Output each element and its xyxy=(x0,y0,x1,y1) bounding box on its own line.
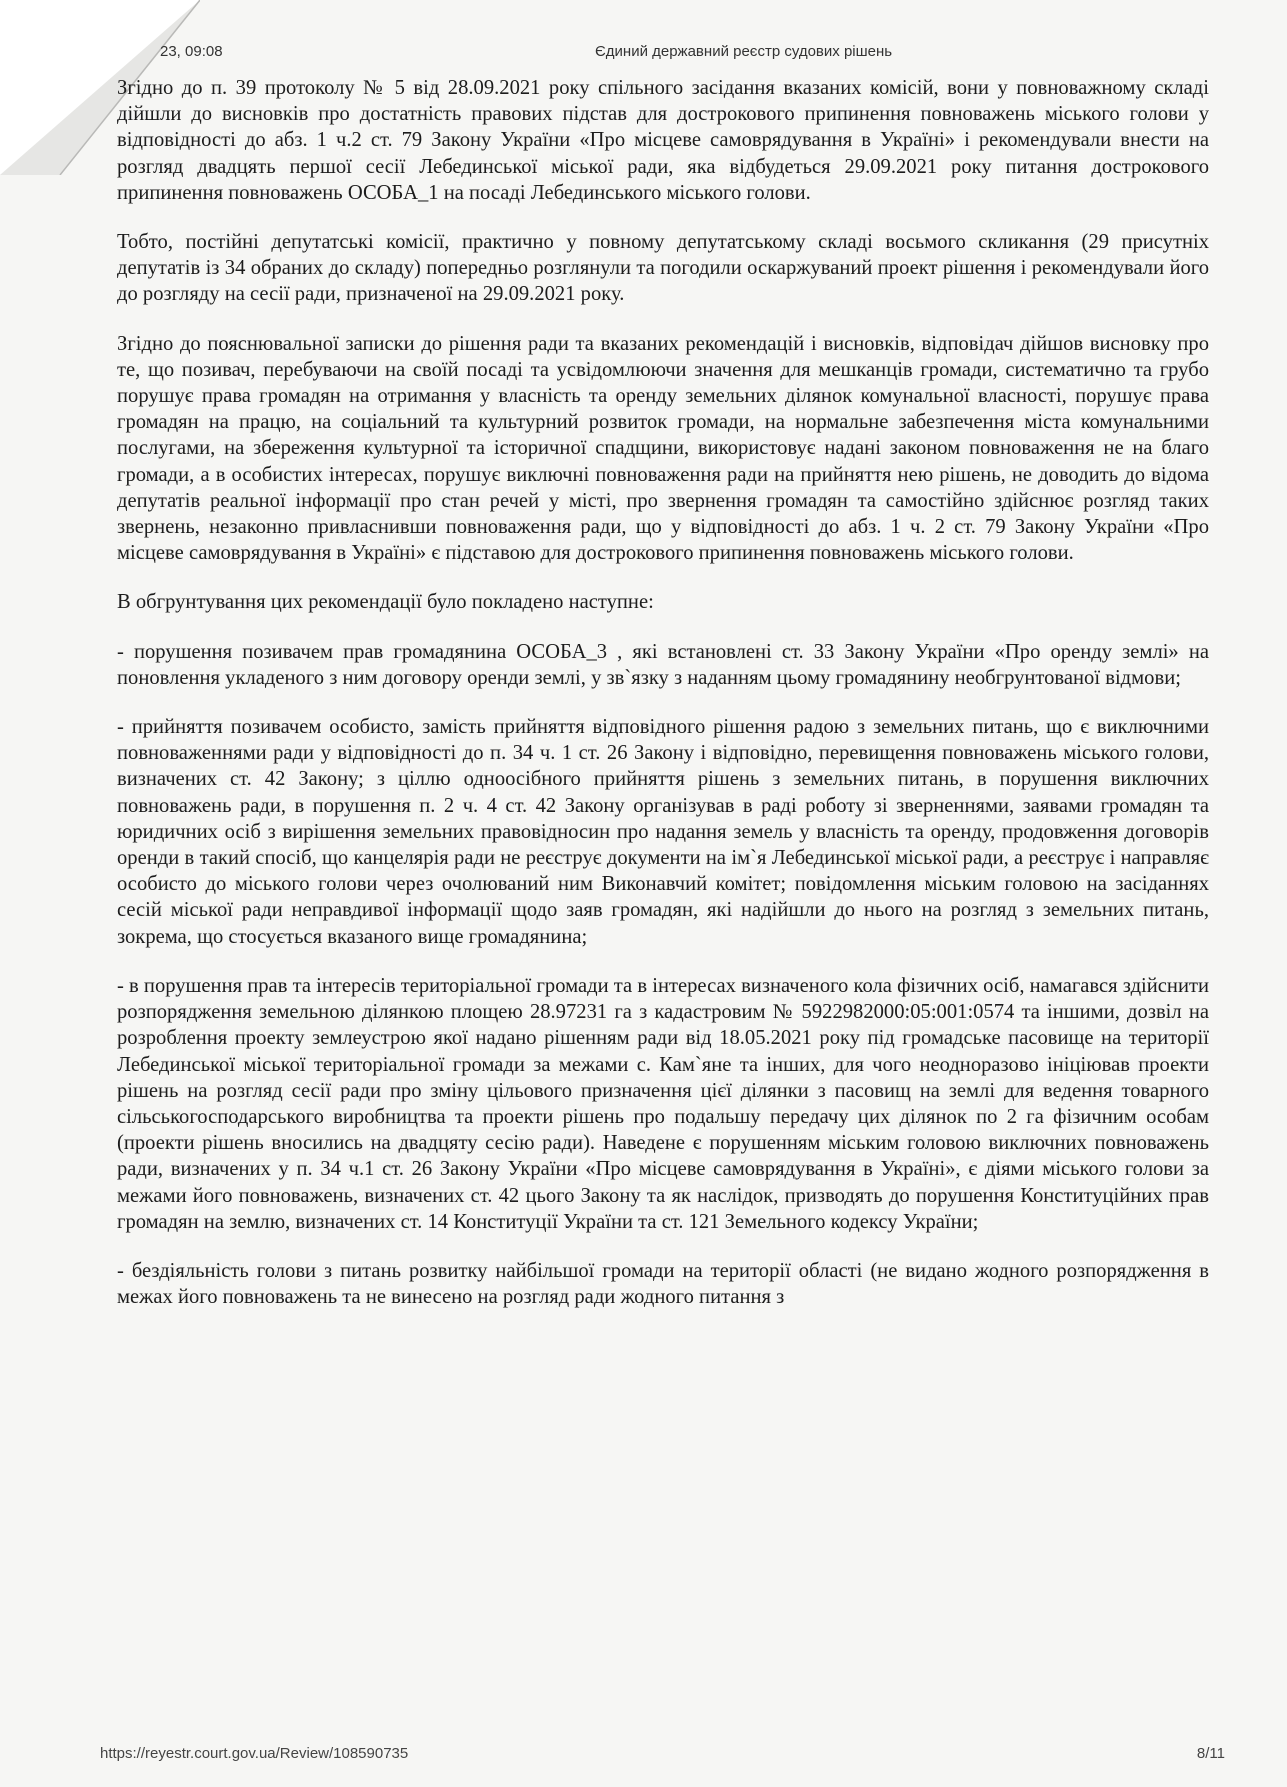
paragraph: - в порушення прав та інтересів територіальної громади та в інтересах визначеного кола фізичних осіб, намагався здійснити розпорядження земельною ділянкою площею 28.97231 га з кадастровим № 5922982000:05:001:0574 та іншими, дозвіл на розроблення проекту землеустрою якої надано рішенням ради від 18.05.2021 року під громадське пасовище на території Лебединської міської територіальної громади за межами с. Кам`яне та інших, для чого неодноразово ініціював проекти рішень на розгляд сесії ради про зміну цільового призначення цієї ділянки з пасовищ на землі для ведення товарного сільськогосподарського виробництва та проекти рішень про подальшу передачу цих ділянок по 2 га фізичним особам (проекти рішень вносились на двадцяту сесію ради). Наведене є порушенням міським головою виключних повноважень ради, визначених у п. 34 ч.1 ст. 26 Закону України «Про місцеве самоврядування в Україні», є діями міського голови за межами його повноважень, визначених ст. 42 цього Закону та як наслідок, призводять до порушення Конституційних прав громадян на землю, визначених ст. 14 Конституції України та ст. 121 Земельного кодексу України; xyxy=(117,974,1209,1233)
page-number: 8/11 xyxy=(1196,1745,1225,1762)
page-header xyxy=(150,43,1167,65)
paragraph: - бездіяльність голови з питань розвитку найбільшої громади на території області (не видано жодного розпорядження в межах його повноважень та не винесено на розгляд ради жодного питання з xyxy=(117,1259,1209,1309)
header-title: Єдиний державний реєстр судових рішень xyxy=(595,43,893,60)
paragraph: В обгрунтування цих рекомендації було покладено наступне: xyxy=(117,591,654,614)
footer-url: https://reyestr.court.gov.ua/Review/108590735 xyxy=(100,1745,409,1762)
paragraph: - прийняття позивачем особисто, замість прийняття відповідного рішення радою з земельних питань, що є виключними повноваженнями ради у відповідності до п. 34 ч. 1 ст. 26 Закону і відповідно, перевищення повноважень міського голови, визначених ст. 42 Закону; з ціллю одноосібного прийняття рішень з земельних питань, в порушення виключних повноважень ради, в порушення п. 2 ч. 4 ст. 42 Закону організував в раді роботу зі зверненнями, заявами громадян та юридичних осіб з вирішення земельних правовідносин про надання земель у власність та оренду, продовження договорів оренди в такий спосіб, що канцелярія ради не реєструє документи на ім`я Лебединської міської ради, а реєструє і направляє особисто до міського голови через очолюваний ним Виконавчий комітет; повідомлення міським головою на засіданнях сесій міської ради неправдивої інформації щодо заяв громадян, які надійшли до нього на розгляд з земельних питань, зокрема, що стосується вказаного вище громадянина; xyxy=(117,716,1209,948)
paragraph: Тобто, постійні депутатські комісії, практично у повному депутатському складі восьмого скликання (29 присутніх депутатів із 34 обраних до складу) попередньо розглянули та погодили оскаржуваний проект рішення і рекомендували його до розгляду на сесії ради, призначеної на 29.09.2021 року. xyxy=(117,231,1209,306)
paragraph: - порушення позивачем прав громадянина ОСОБА_3 , які встановлені ст. 33 Закону України «Про оренду землі» на поновлення укладеного з ним договору оренди землі, у зв`язку з наданням цьому громадянину необгрунтованої відмови; xyxy=(117,640,1209,689)
header-timestamp: 23, 09:08 xyxy=(160,43,223,60)
document-body xyxy=(117,75,1209,1333)
paragraph: Згідно до пояснювальної записки до рішення ради та вказаних рекомендацій і висновків, відповідач дійшов висновку про те, що позивач, перебуваючи на своїй посаді та усвідомлюючи значення для мешканців громади, систематично та грубо порушує права громадян на отримання у власність та оренду земельних ділянок комунальної власності, порушує права громадян на працю, на соціальний та культурний розвиток громади, на нормальне забезпечення міста комунальними послугами, на збереження культурної та історичної спадщини, використовує надані законом повноваження не на благо громади, а в особистих інтересах, порушує виключні повноваження ради на прийняття нею рішень, не доводить до відома депутатів реальної інформації про стан речей у місті, про звернення громадян та самостійно здійснює розгляд таких звернень, незаконно привласнивши повноваження ради, що у відповідності до абз. 1 ч. 2 ст. 79 Закону України «Про місцеве самоврядування в Україні» є підставою для дострокового припинення повноважень міського голови. xyxy=(117,332,1209,565)
paragraph: Згідно до п. 39 протоколу № 5 від 28.09.2021 року спільного засідання вказаних комісій, вони у повноважному складі дійшли до висновків про достатність правових підстав для дострокового припинення повноважень міського голови у відповідності до абз. 1 ч.2 ст. 79 Закону України «Про місцеве самоврядування в Україні» і рекомендували внести на розгляд двадцять першої сесії Лебединської міської ради, яка відбудеться 29.09.2021 року питання дострокового припинення повноважень ОСОБА_1 на посаді Лебединського міського голови. xyxy=(117,77,1209,204)
